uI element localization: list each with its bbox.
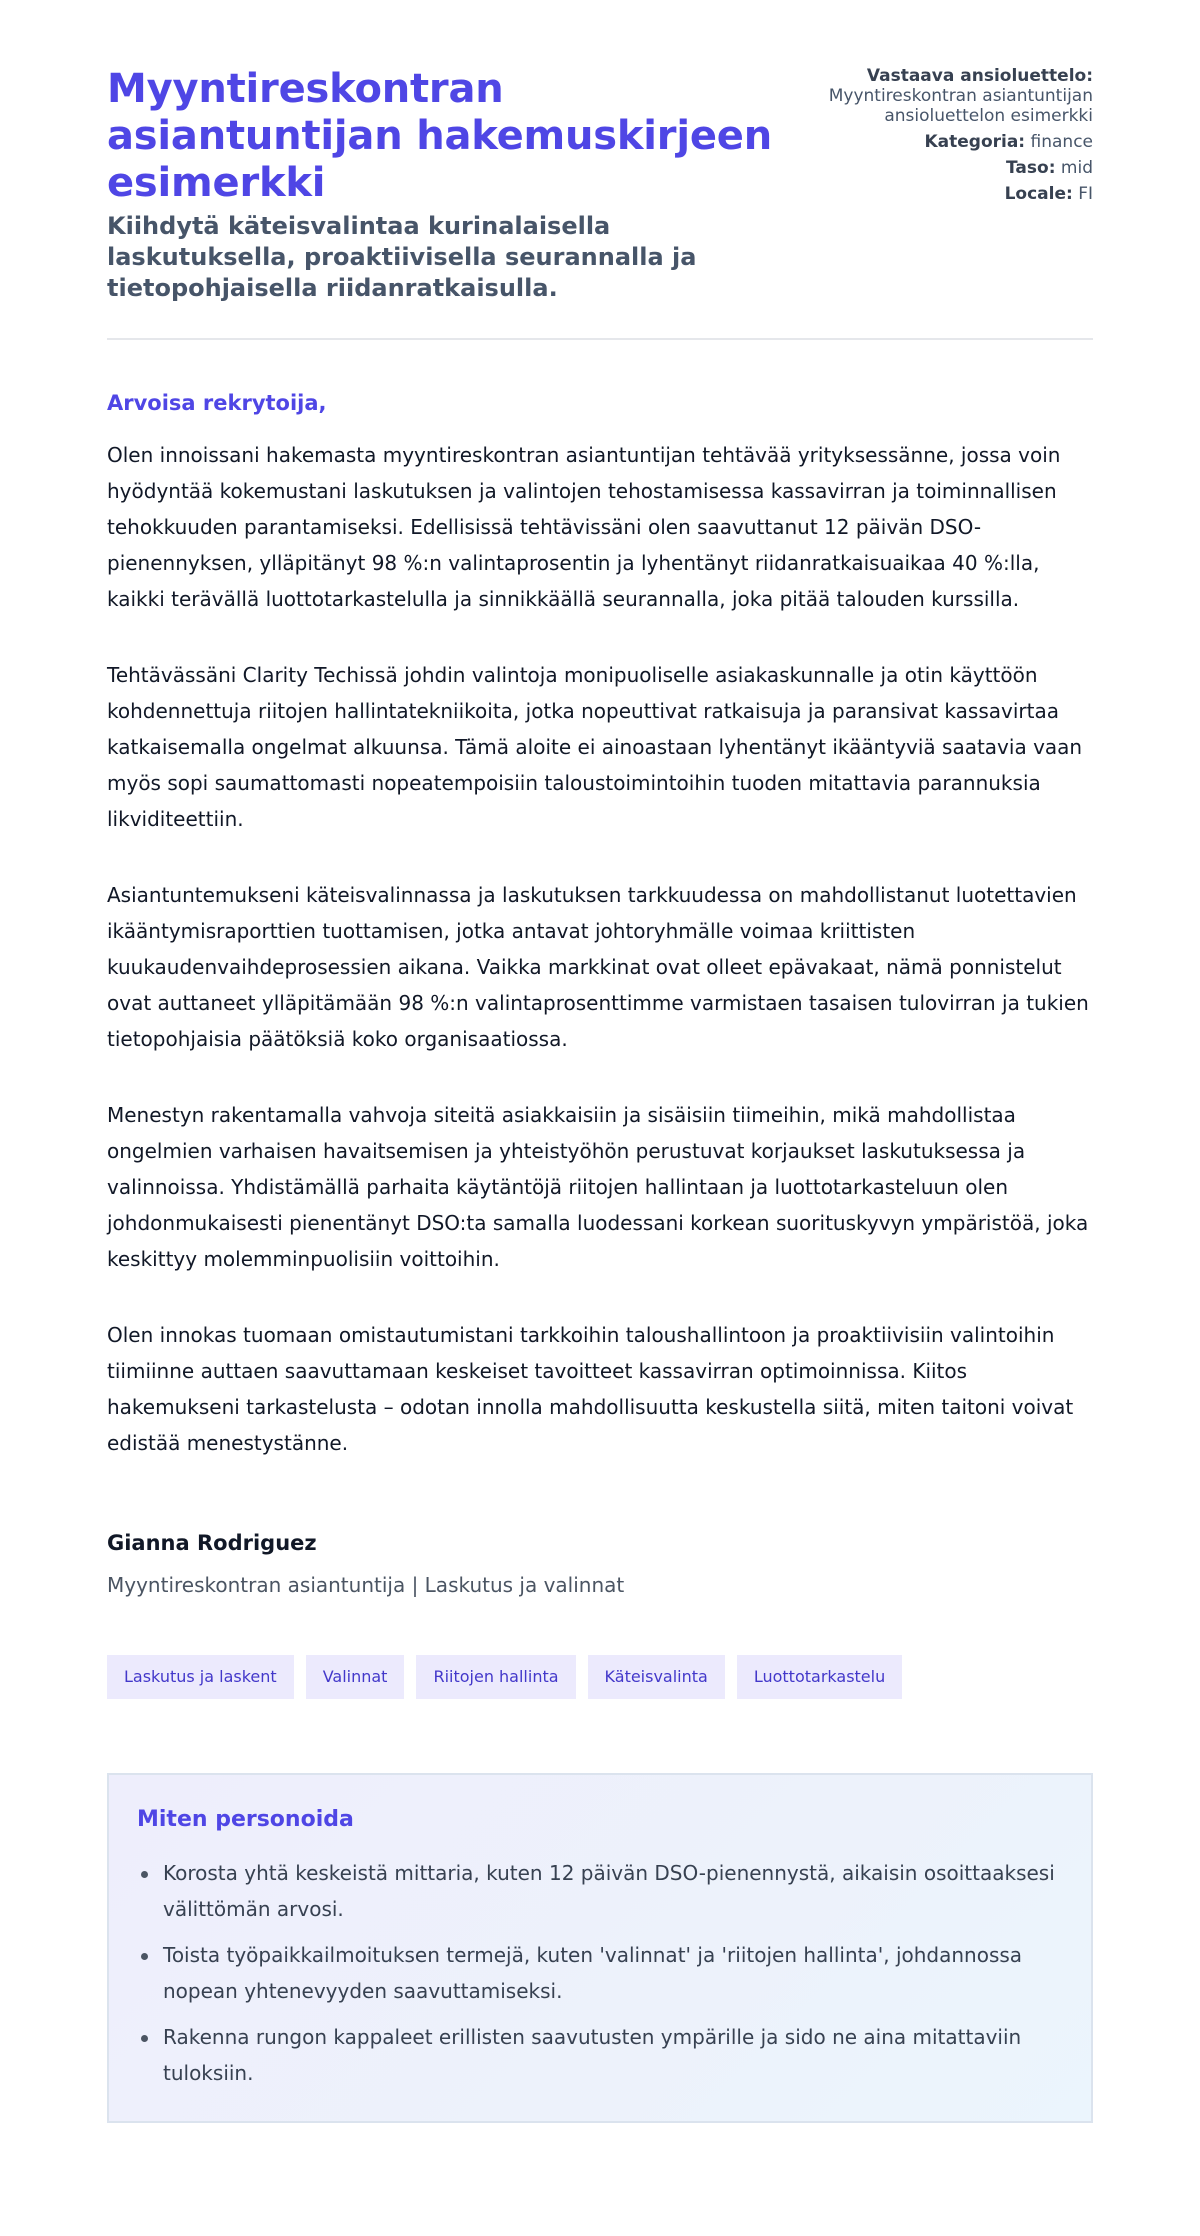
skill-tag: Valinnat	[306, 1655, 405, 1699]
meta-level	[793, 158, 1093, 178]
meta-level-label: Taso:	[1006, 158, 1056, 178]
letter-paragraph: Asiantuntemukseni käteisvalinnassa ja laskutuksen tarkkuudessa on mahdollistanut luotettavien ikääntymisraporttien tuottamisen, jotka antavat johtoryhmälle voimaa kriittisten kuukaudenvaihdeprosessien aikana. Vaikka markkinat ovat olleet epävakaat, nämä ponnistelut ovat auttaneet ylläpitämään 98 %:n valintaprosenttimme varmistaen tasaisen tulovirran ja tukien tietopohjaisia päätöksiä koko organisaatiossa.	[107, 883, 1089, 1051]
tips-title: Miten personoida	[137, 1807, 354, 1832]
meta-category-label: Kategoria:	[924, 132, 1026, 152]
skill-tags	[107, 1655, 1093, 1699]
meta-panel	[793, 66, 1093, 210]
page-subtitle: Kiihdytä käteisvalintaa kurinalaisella laskutuksella, proaktiivisella seurannalla ja tietopohjaisella riidanratkaisulla.	[107, 212, 697, 302]
header-title-block	[107, 66, 787, 304]
skill-tag: Riitojen hallinta	[416, 1655, 575, 1699]
meta-resume-label: Vastaava ansioluettelo:	[866, 66, 1093, 86]
skill-tag: Käteisvalinta	[588, 1655, 725, 1699]
personalization-tips-box	[107, 1773, 1093, 2123]
letter-paragraph: Olen innoissani hakemasta myyntireskontran asiantuntijan tehtävää yrityksessänne, jossa voin hyödyntää kokemustani laskutuksen ja valintojen tehostamisessa kassavirran ja toiminnallisen tehokkuuden parantamiseksi. Edellisissä tehtävissäni olen saavuttanut 12 päivän DSO-pienennyksen, ylläpitänyt 98 %:n valintaprosentin ja lyhentänyt riidanratkaisuaikaa 40 %:lla, kaikki terävällä luottotarkastelulla ja sinnikkäällä seurannalla, joka pitää talouden kurssilla.	[107, 443, 1061, 611]
meta-category-value: finance	[1030, 132, 1093, 152]
cover-letter-page	[107, 0, 1093, 2123]
letter-paragraph: Olen innokas tuomaan omistautumistani tarkkoihin taloushallintoon ja proaktiivisiin valintoihin tiimiinne auttaen saavuttamaan keskeiset tavoitteet kassavirran optimoinnissa. Kiitos hakemukseni tarkastelusta – odotan innolla mahdollisuutta keskustella siitä, miten taitoni voivat edistää menestystänne.	[107, 1323, 1074, 1455]
salutation: Arvoisa rekrytoija,	[107, 391, 327, 415]
tip-item: Korosta yhtä keskeistä mittaria, kuten 12 päivän DSO-pienennystä, aikaisin osoittaaksesi välittömän arvosi.	[137, 1855, 1061, 1927]
skill-tag: Laskutus ja laskent	[107, 1655, 294, 1699]
signature-role: Myyntireskontran asiantuntija | Laskutus ja valinnat	[107, 1573, 625, 1597]
letter-body	[107, 437, 1093, 1461]
meta-locale	[793, 184, 1093, 204]
signature-name: Gianna Rodriguez	[107, 1531, 317, 1555]
signature-block	[107, 1529, 1093, 1599]
meta-resume	[793, 66, 1093, 126]
page-title: Myyntireskontran asiantuntijan hakemuskirjeen esimerkki	[107, 66, 772, 206]
tip-item: Toista työpaikkailmoituksen termejä, kuten 'valinnat' ja 'riitojen hallinta', johdannossa nopean yhtenevyyden saavuttamiseksi.	[137, 1937, 1061, 2009]
meta-locale-label: Locale:	[1004, 184, 1073, 204]
skill-tag: Luottotarkastelu	[737, 1655, 902, 1699]
letter-paragraph: Menestyn rakentamalla vahvoja siteitä asiakkaisiin ja sisäisiin tiimeihin, mikä mahdollistaa ongelmien varhaisen havaitsemisen ja yhteistyöhön perustuvat korjaukset laskutuksessa ja valinnoissa. Yhdistämällä parhaita käytäntöjä riitojen hallintaan ja luottotarkasteluun olen johdonmukaisesti pienentänyt DSO:ta samalla luodessani korkean suorituskyvyn ympäristöä, joka keskittyy molemminpuolisiin voittoihin.	[107, 1103, 1089, 1271]
meta-category	[793, 132, 1093, 152]
tip-item: Rakenna rungon kappaleet erillisten saavutusten ympärille ja sido ne aina mitattaviin tuloksiin.	[137, 2019, 1061, 2091]
meta-resume-value: Myyntireskontran asiantuntijan ansioluettelon esimerkki	[828, 86, 1093, 126]
letter-paragraph: Tehtävässäni Clarity Techissä johdin valintoja monipuoliselle asiakaskunnalle ja otin käyttöön kohdennettuja riitojen hallintatekniikoita, jotka nopeuttivat ratkaisuja ja paransivat kassavirtaa katkaisemalla ongelmat alkuunsa. Tämä aloite ei ainoastaan lyhentänyt ikääntyviä saatavia vaan myös sopi saumattomasti nopeatempoisiin taloustoimintoihin tuoden mitattavia parannuksia likviditeettiin.	[107, 663, 1083, 831]
tips-list	[137, 1855, 1061, 2091]
meta-locale-value: FI	[1078, 184, 1093, 204]
page-header	[107, 66, 1093, 304]
header-divider	[107, 338, 1093, 340]
meta-level-value: mid	[1060, 158, 1093, 178]
